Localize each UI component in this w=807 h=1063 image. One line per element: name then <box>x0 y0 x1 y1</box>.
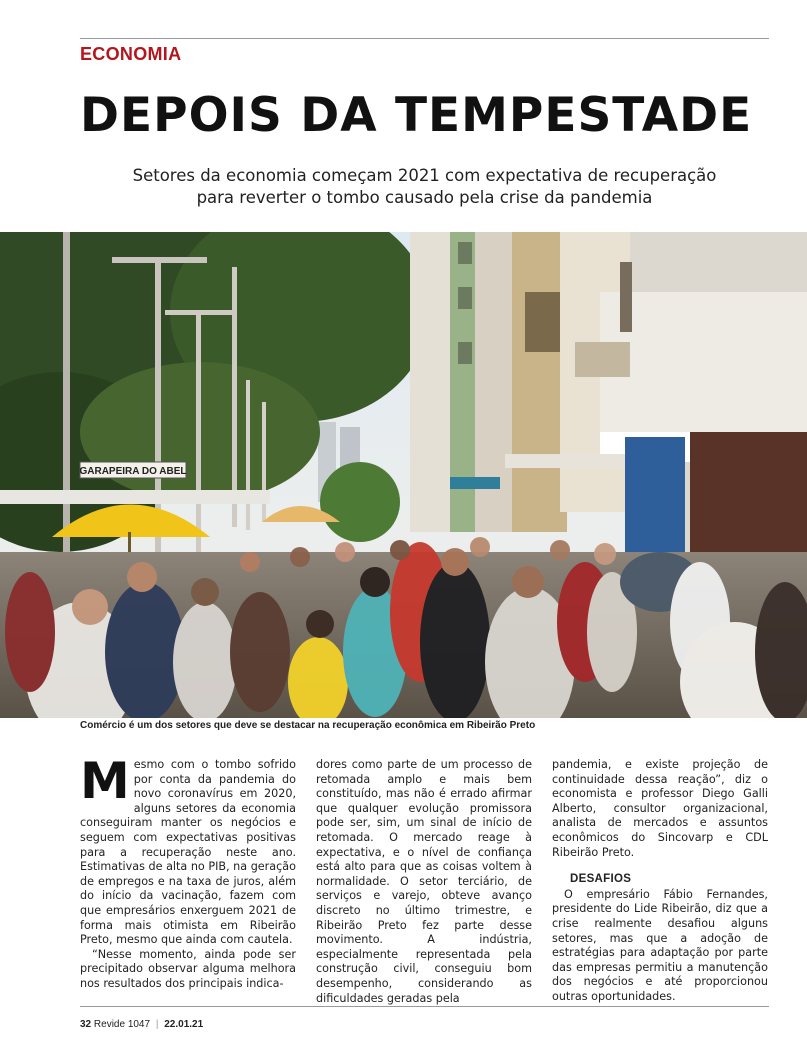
page-number: 32 <box>80 1019 92 1030</box>
subtitle <box>80 165 769 209</box>
paragraph-1-text: esmo com o tombo sofrido por conta da pandemia do novo coronavírus em 2020, alguns setores da economia conseguiram manter os negócios e seguem com expectativas positivas para a recuperação neste ano. Estimativas de alta no PIB, na geração de empregos e na taxa de juros, além do início da vacinação, fazem com que empresários enxerguem 2021 de forma mais otimista em Ribeirão Preto, mesmo que ainda com cautela. <box>80 758 296 947</box>
subhead-desafios: DESAFIOS <box>570 873 632 886</box>
street-crowd-photo <box>0 232 807 718</box>
article-paragraph-2-start: “Nesse momento, ainda pode ser precipitado observar alguma melhora nos resultados dos principais indica- <box>80 947 296 990</box>
article-paragraph-1 <box>80 752 296 948</box>
photo-caption: Comércio é um dos setores que deve se destacar na recuperação econômica em Ribeirão Preto <box>80 720 536 731</box>
article-body <box>80 752 768 1005</box>
page-footer <box>80 1019 203 1030</box>
dropcap: M <box>80 752 130 810</box>
issue-date: 22.01.21 <box>164 1019 204 1030</box>
article-column-2 <box>316 758 532 1006</box>
subtitle-line-2: para reverter o tombo causado pela crise da pandemia <box>196 188 653 207</box>
bottom-rule <box>80 1006 769 1007</box>
article-paragraph-3: O empresário Fábio Fernandes, presidente do Lide Ribeirão, diz que a crise realmente desafiou alguns setores, mas que a adoção de estratégias para adaptação por parte das empresas permitiu a manutenção dos negócios e até proporcionou outras oportunidades. <box>552 887 768 1003</box>
section-label: ECONOMIA <box>80 44 182 64</box>
headline: DEPOIS DA TEMPESTADE <box>80 88 753 143</box>
garapeira-sign: GARAPEIRA DO ABEL <box>79 466 187 477</box>
top-rule <box>80 38 769 39</box>
article-paragraph-2-continued: dores como parte de um processo de retomada amplo e mais bem constituído, mas não é errado afirmar que qualquer evolução promissora pode ser, sim, um sinal de início de retomada. O mercado reage à expectativa, e o nível de confiança está alto para que as coisas voltem à normalidade. O setor terciário, de serviços e varejo, obteve avanço discreto no último trimestre, e Ribeirão Preto fez parte desse movimento. A indústria, especialmente representada pela construção civil, conseguiu bom desempenho, considerando as dificuldades geradas pela <box>316 758 532 1005</box>
footer-separator: | <box>155 1019 159 1030</box>
subtitle-line-1: Setores da economia começam 2021 com expectativa de recuperação <box>132 166 717 185</box>
article-paragraph-2-end: pandemia, e existe projeção de continuidade dessa reação”, diz o economista e professor Diego Galli Alberto, consultor organizacional, analista de mercados e assuntos econômicos do Sincovarp e CDL Ribeirão Preto. <box>552 758 768 859</box>
publication-name: Revide 1047 <box>93 1019 151 1030</box>
article-column-1 <box>80 752 296 992</box>
article-column-3 <box>552 758 768 1005</box>
